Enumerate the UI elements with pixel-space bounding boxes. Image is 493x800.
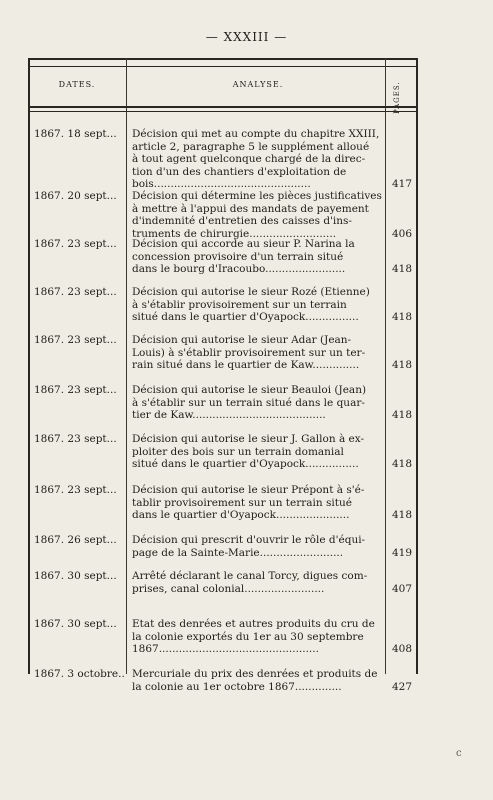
entry-date: 1867. 23 sept... (34, 433, 117, 445)
column-header-pages-label: PAGES. (393, 81, 401, 114)
top-rule (28, 58, 418, 67)
entry-analyse (132, 668, 382, 693)
entry-analyse (132, 433, 382, 471)
entry-page-number: 407 (391, 582, 413, 595)
table-border-right (416, 58, 418, 674)
entry-analyse (132, 534, 382, 559)
entry-date: 1867. 18 sept... (34, 128, 117, 140)
column-divider-dates (126, 58, 127, 674)
entry-analyse-line: Louis) à s'établir provisoirement sur un ter- (132, 346, 366, 359)
entry-analyse-line: Décision qui autorise le sieur Adar (Jean- (132, 334, 352, 346)
page-header: — XXXIII — (205, 30, 288, 44)
entry-analyse-line: ploiter des bois sur un terrain domanial (132, 445, 344, 458)
entry-analyse-line: concession provisoire d'un terrain situé (132, 250, 344, 263)
column-header-dates: DATES. (58, 80, 96, 89)
entry-analyse-line: prises, canal colonial........................ (132, 582, 325, 595)
entry-analyse-line: Décision qui autorise le sieur Beauloi (Jean) (132, 384, 367, 396)
entry-analyse-line: à mettre à l'appui des mandats de payement (132, 202, 369, 215)
entry-date: 1867. 23 sept... (34, 384, 117, 396)
entry-analyse-line: la colonie au 1er octobre 1867.............. (132, 680, 342, 693)
entry-page-number: 418 (391, 359, 413, 371)
entry-analyse-line: Etat des denrées et autres produits du cru de (132, 618, 375, 630)
entry-analyse-line: dans le bourg d'Iracoubo........................ (132, 263, 346, 275)
entry-page-number: 408 (391, 643, 413, 655)
entry-page-number: 418 (391, 311, 413, 323)
entry-analyse-line: Arrêté déclarant le canal Torcy, digues com- (132, 570, 368, 582)
entry-date: 1867. 20 sept... (34, 190, 117, 202)
entry-analyse-line: Mercuriale du prix des denrées et produits de (132, 668, 378, 680)
entry-analyse-line: d'indemnité d'entretien des caisses d'ins- (132, 215, 352, 227)
entry-page-number: 418 (391, 263, 413, 275)
entry-page-number: 419 (391, 546, 413, 559)
entry-analyse (132, 484, 382, 522)
entry-page-number: 427 (391, 680, 413, 693)
entry-analyse-line: à tout agent quelconque chargé de la direc- (132, 153, 366, 165)
entry-analyse (132, 286, 382, 324)
entry-analyse-line: situé dans le quartier d'Oyapock................ (132, 311, 359, 323)
entry-page-number: 418 (391, 458, 413, 470)
entry-page-number: 406 (391, 227, 413, 240)
column-divider-pages (385, 58, 386, 674)
entry-analyse-line: Décision qui met au compte du chapitre XXIII, (132, 128, 380, 140)
entry-analyse-line: Décision qui autorise le sieur Prépont à s'é- (132, 484, 365, 496)
index-table (28, 58, 418, 693)
table-border-left (28, 58, 30, 674)
column-header-analyse: ANALYSE. (232, 80, 284, 89)
entry-analyse (132, 128, 382, 191)
entry-analyse-line: tier de Kaw........................................ (132, 409, 326, 421)
entry-analyse-line: article 2, paragraphe 5 le supplément alloué (132, 140, 370, 153)
entry-analyse (132, 334, 382, 372)
entry-analyse-line: à s'établir sur un terrain situé dans le quar- (132, 396, 365, 409)
header-rule (28, 106, 418, 112)
column-header-pages (391, 76, 415, 120)
entry-analyse-line: à s'établir provisoirement sur un terrain (132, 298, 347, 311)
entry-analyse-line: Décision qui autorise le sieur J. Gallon à ex- (132, 433, 365, 445)
entry-analyse-line: dans le quartier d'Oyapock...................... (132, 509, 350, 521)
entry-analyse (132, 570, 382, 595)
entry-date: 1867. 23 sept... (34, 334, 117, 346)
entry-analyse (132, 190, 382, 240)
entry-page-number: 417 (391, 178, 413, 190)
entry-analyse-line: la colonie exportés du 1er au 30 septembre (132, 630, 364, 643)
entry-analyse (132, 384, 382, 422)
entry-analyse-line: Décision qui autorise le sieur Rozé (Etienne) (132, 286, 370, 298)
entry-analyse-line: rain situé dans le quartier de Kaw.............. (132, 359, 360, 371)
entry-analyse-line: bois............................................... (132, 178, 311, 190)
entry-analyse-line: tablir provisoirement sur un terrain situé (132, 496, 352, 509)
signature-mark: c (456, 748, 462, 759)
entry-analyse-line: tion d'un des chantiers d'exploitation de (132, 165, 347, 178)
entry-date: 1867. 23 sept... (34, 484, 117, 496)
entry-analyse-line: Décision qui prescrit d'ouvrir le rôle d'équi- (132, 534, 366, 546)
entry-analyse-line: Décision qui détermine les pièces justificatives (132, 190, 382, 202)
entry-date: 1867. 23 sept... (34, 238, 117, 250)
entry-analyse (132, 618, 382, 656)
entry-analyse-line: truments de chirurgie.......................... (132, 227, 337, 240)
entry-date: 1867. 3 octobre.. (34, 668, 125, 680)
entry-analyse (132, 238, 382, 276)
entry-date: 1867. 23 sept... (34, 286, 117, 298)
entry-date: 1867. 26 sept... (34, 534, 117, 546)
entry-page-number: 418 (391, 409, 413, 421)
entry-page-number: 418 (391, 509, 413, 521)
entry-analyse-line: page de la Sainte-Marie......................... (132, 546, 344, 559)
entry-analyse-line: 1867................................................ (132, 643, 319, 655)
entry-date: 1867. 30 sept... (34, 570, 117, 582)
entry-date: 1867. 30 sept... (34, 618, 117, 630)
entry-analyse-line: Décision qui accorde au sieur P. Narina la (132, 238, 355, 250)
entry-analyse-line: situé dans le quartier d'Oyapock................ (132, 458, 359, 470)
